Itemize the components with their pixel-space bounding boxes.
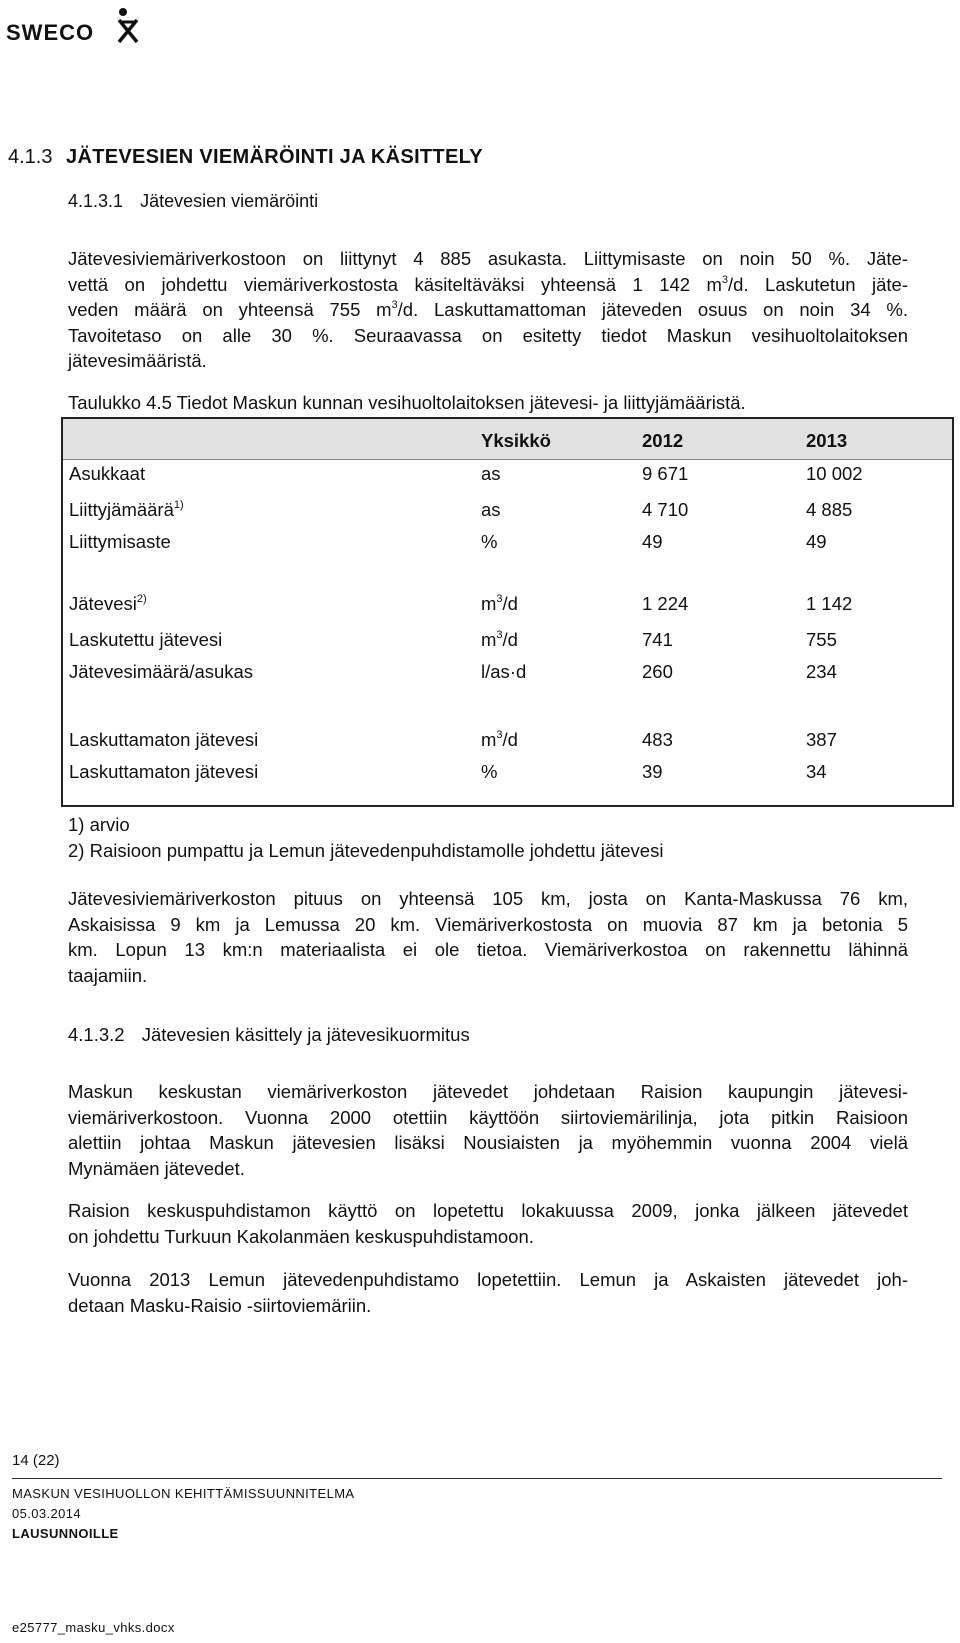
row-value-2012: 49 [642,531,663,552]
text-line: viemäriverkostoon. Vuonna 2000 otettiin käyttöön siirtoviemärilinja, jota pitkin Raisioon [68,1106,908,1128]
network-paragraph [68,886,908,988]
text-line: Jätevesiviemäriverkostoon on liittynyt 4 885 asukasta. Liittymisaste on noin 50 %. Jäte- [68,248,908,269]
row-value-2012: 483 [642,729,673,750]
row-unit: % [481,761,498,782]
column-header-2012: 2012 [642,430,684,451]
text-line: vettä on johdettu viemäriverkostosta käsiteltäväksi yhteensä 1 142 $m^3/d$. Laskutetun jäte- [68,273,908,295]
text-line: on johdettu Turkuun Kakolanmäen keskuspuhdistamoon. [68,1225,534,1247]
subsection-title: Jätevesien käsittely ja jätevesikuormitus [141,1024,470,1045]
text-line: Askaisissa 9 km ja Lemussa 20 km. Viemäriverkostosta on muovia 87 km ja betonia 5 [68,913,908,935]
treatment-paragraph [68,1079,908,1181]
footer-document-title: MASKUN VESIHUOLLON KEHITTÄMISSUUNNITELMA [12,1486,355,1501]
row-unit: $m^3/d$ [481,729,518,750]
text-line: Raision keskuspuhdistamon käyttö on lopetettu lokakuussa 2009, jonka jälkeen jätevedet [68,1200,908,1221]
table-footnote-2: 2) Raisioon pumpattu ja Lemun jätevedenpuhdistamolle johdettu jätevesi [68,840,664,861]
text-line: Mynämäen jätevedet. [68,1157,245,1179]
row-value-2013: 10 002 [806,463,863,484]
row-unit: as [481,499,501,520]
table-caption: Taulukko 4.5 Tiedot Maskun kunnan vesihuoltolaitoksen jätevesi- ja liittyjämääristä. [68,392,746,413]
page-number: 14 (22) [12,1452,60,1469]
row-label: Jätevesi$^{2)}$ [69,593,147,614]
text-line: Vuonna 2013 Lemun jätevedenpuhdistamo lopetettiin. Lemun ja Askaisten jätevedet joh- [68,1269,908,1290]
lemu-paragraph [68,1267,908,1318]
subsection-number: 4.1.3.1 [68,191,124,211]
row-value-2012: 4 710 [642,499,689,520]
text-line: taajamiin. [68,964,148,986]
row-label: Laskutettu jätevesi [69,629,223,650]
subsection-heading-1 [68,191,318,212]
row-value-2013: 1 142 [806,593,853,614]
row-label: Jätevesimäärä/asukas [69,661,254,682]
text-line: veden määrä on yhteensä 755 $m^3/d$. Laskuttamattoman jäteveden osuus on noin 34 %. [68,299,909,320]
footer-filename: e25777_masku_vhks.docx [12,1620,175,1635]
sweco-logo [6,6,146,46]
section-heading [8,146,483,169]
text-line: jätevesimääristä. [68,350,207,371]
row-unit: l/as·d [481,661,527,682]
logo-text: SWECO [6,20,95,45]
row-label: Laskuttamaton jätevesi [69,729,259,750]
row-value-2012: 9 671 [642,463,689,484]
row-value-2013: 234 [806,661,837,682]
text-line: Tavoitetaso on alle 30 %. Seuraavassa on esitetty tiedot Maskun vesihuoltolaitoksen [68,324,908,346]
row-value-2012: 260 [642,661,673,682]
row-value-2013: 34 [806,761,827,782]
row-label: Laskuttamaton jätevesi [69,761,259,782]
column-header-unit: Yksikkö [481,430,551,451]
footer-divider [12,1478,942,1479]
row-label: Liittymisaste [69,531,171,552]
subsection-heading-2 [68,1024,470,1046]
section-number: 4.1.3 [8,146,53,168]
row-label: Asukkaat [69,463,146,484]
row-unit: as [481,463,501,484]
row-unit: $m^3/d$ [481,593,518,614]
table-header-row [63,419,952,460]
row-value-2012: 741 [642,629,673,650]
row-unit: $m^3/d$ [481,629,518,650]
row-unit: % [481,531,498,552]
row-value-2013: 4 885 [806,499,853,520]
text-line: detaan Masku-Raisio -siirtoviemäriin. [68,1294,372,1316]
footer-date: 05.03.2014 [12,1506,82,1521]
section-title: JÄTEVESIEN VIEMÄRÖINTI JA KÄSITTELY [66,146,483,168]
row-value-2013: 49 [806,531,827,552]
row-label: Liittyjämäärä$^{1)}$ [69,499,184,520]
data-table [61,417,954,807]
raisio-paragraph [68,1198,908,1249]
row-value-2013: 755 [806,629,837,650]
text-line: alettiin johtaa Maskun jätevesien lisäksi Nousiaisten ja myöhemmin vuonna 2004 vielä [68,1132,908,1153]
row-value-2012: 1 224 [642,593,689,614]
text-line: Maskun keskustan viemäriverkoston jätevedet johdetaan Raision kaupungin jätevesi- [68,1081,908,1102]
text-line: Jätevesiviemäriverkoston pituus on yhteensä 105 km, josta on Kanta-Maskussa 76 km, [68,888,908,909]
subsection-title: Jätevesien viemäröinti [140,191,319,211]
intro-paragraph [68,246,908,374]
column-header-2013: 2013 [806,430,848,451]
table-footnote-1: 1) arvio [68,814,130,835]
row-value-2012: 39 [642,761,663,782]
text-line: km. Lopun 13 km:n materiaalista ei ole tietoa. Viemäriverkostoa on rakennettu lähinnä [68,939,908,960]
row-value-2013: 387 [806,729,837,750]
footer-status: LAUSUNNOILLE [12,1526,119,1541]
sweco-star-icon [116,6,140,46]
subsection-number: 4.1.3.2 [68,1024,125,1045]
